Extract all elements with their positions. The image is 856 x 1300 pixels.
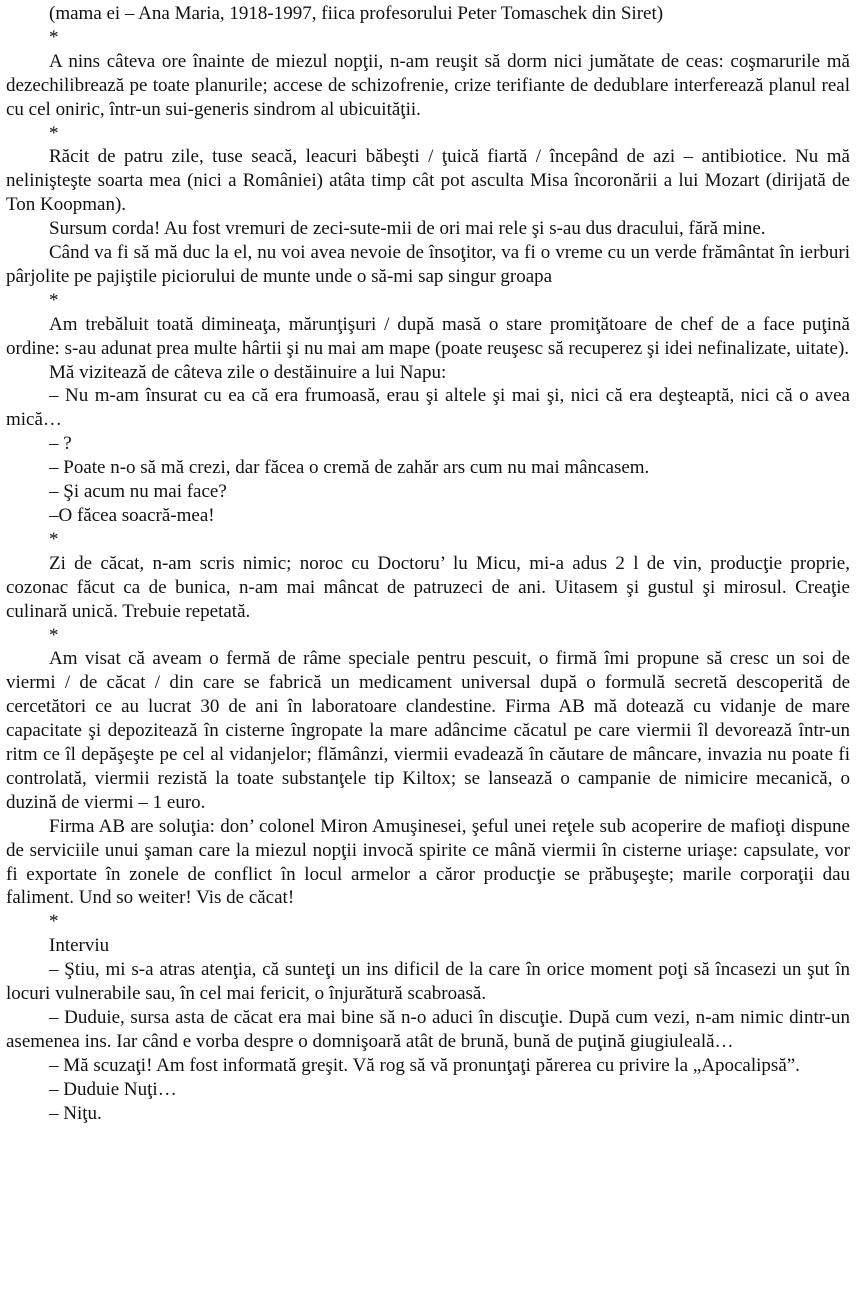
dialogue-line: –O făcea soacră-mea!: [49, 504, 215, 526]
interview-heading: Interviu: [49, 935, 110, 957]
dialogue-line: – Duduie Nuţi…: [49, 1078, 177, 1100]
section-separator: *: [49, 624, 59, 646]
dialogue-line: – ?: [49, 433, 72, 455]
dialogue-line: – Nu m-am însurat cu ea că era frumoasă, erau şi altele şi mai şi, nici că era deşteaptă, nici că o avea mică…: [6, 385, 850, 431]
paragraph-snow-night: A nins câteva ore înainte de miezul nopţii, n-am reuşit să dorm nici jumătate de ceas: coşmarurile mă dezechilibrează pe toate planurile; accese de schizofrenie, crize terifiante de dedublare interferează planul real cu cel oniric, într-un sui-generis sindrom al ubicuităţii.: [6, 50, 850, 120]
paragraph-sursum-corda: Sursum corda! Au fost vremuri de zeci-sute-mii de ori mai rele şi s-au dus dracului, fără mine.: [49, 218, 766, 240]
paragraph-grave: Când va fi să mă duc la el, nu voi avea nevoie de însoţitor, va fi o vreme cu un verde frământat în ierburi pârjolite pe pajiştile piciorului de munte unde o să-mi sap singur groapa: [6, 242, 850, 287]
paragraph-firm-solution: Firma AB are soluţia: don’ colonel Miron Amuşinesei, şeful unei reţele sub acoperire de mafioţi dispune de serviciile unui şaman care la miezul nopţii invocă spirite ce mână viermii în cisterne uriaşe: capsulate, vor fi exportate în zonele de conflict în locul armelor a căror producţie se prăbuşeşte; marile corporaţii dau faliment. Und so weiter! Vis de căcat!: [6, 815, 850, 909]
dialogue-line: – Duduie, sursa asta de căcat era mai bine să n-o aduci în discuţie. După cum vezi, n-am nimic dintr-un asemenea ins. Iar când e vorba despre o domnişoară atât de brună, bună de puţină giugiuleală…: [6, 1006, 850, 1052]
paragraph-worm-dream: Am visat că aveam o fermă de râme speciale pentru pescuit, o firmă îmi propune să cresc un soi de viermi / de căcat / din care se fabrică un medicament universal după o formulă secretă descoperită de cercetători ce au lucrat 30 de ani în laboratoare clandestine. Firma AB mă dotează cu vidanje de mare capacitate şi depozitează în cisterne îngropate la mare adâncime căcatul pe care viermii îl devorează într-un ritm ce îl depăşeşte pe cel al vidanjelor; flămânzi, viermii evadează în căutare de mâncare, invazia nu poate fi controlată, viermii rezistă la toate substanţele tip Kiltox; se lansează o campanie de nimicire mecanică, o duzină de viermi – 1 euro.: [6, 648, 850, 813]
dialogue-line: – Niţu.: [49, 1102, 102, 1124]
paragraph-napu-intro: Mă vizitează de câteva zile o destăinuire a lui Napu:: [49, 361, 447, 383]
paragraph-wine-cake: Zi de căcat, n-am scris nimic; noroc cu Doctoru’ lu Micu, mi-a adus 2 l de vin, producţie proprie, cozonac făcut ca de bunica, n-am mai mâncat de patruzeci de ani. Uitasem şi gustul şi mirosul. Creaţie culinară unică. Trebuie repetată.: [6, 552, 850, 622]
section-separator: *: [49, 26, 59, 48]
dialogue-line: – Poate n-o să mă crezi, dar făcea o cremă de zahăr ars cum nu mai mâncasem.: [49, 457, 650, 479]
section-separator: *: [49, 528, 59, 550]
section-separator: *: [49, 911, 59, 933]
section-separator: *: [49, 122, 59, 144]
paragraph-mother-note: (mama ei – Ana Maria, 1918-1997, fiica profesorului Peter Tomaschek din Siret): [49, 3, 664, 24]
dialogue-line: – Ştiu, mi s-a atras atenţia, că sunteţi un ins dificil de la care în orice moment poţi să încasezi un şut în locuri vulnerabile sau, în cel mai fericit, o înjurătură scabroasă.: [6, 959, 850, 1005]
paragraph-morning-chores: Am trebăluit toată dimineaţa, mărunţişuri / după masă o stare promiţătoare de chef de a face puţină ordine: s-au adunat prea multe hârtii şi nu mai am mape (poate reuşesc să recuperez şi idei nefinalizate, uitate).: [6, 313, 850, 359]
dialogue-line: – Şi acum nu mai face?: [49, 481, 227, 503]
paragraph-cold: Răcit de patru zile, tuse seacă, leacuri băbeşti / ţuică fiartă / începând de azi – antibiotice. Nu mă nelinişteşte soarta mea (nici a României) atâta timp cât pot asculta Misa încoronării a lui Mozart (dirijată de Ton Koopman).: [6, 146, 850, 216]
dialogue-line: – Mă scuzaţi! Am fost informată greşit. Vă rog să vă pronunţaţi părerea cu privire la „Apocalipsă”.: [49, 1054, 800, 1076]
section-separator: *: [49, 289, 59, 311]
